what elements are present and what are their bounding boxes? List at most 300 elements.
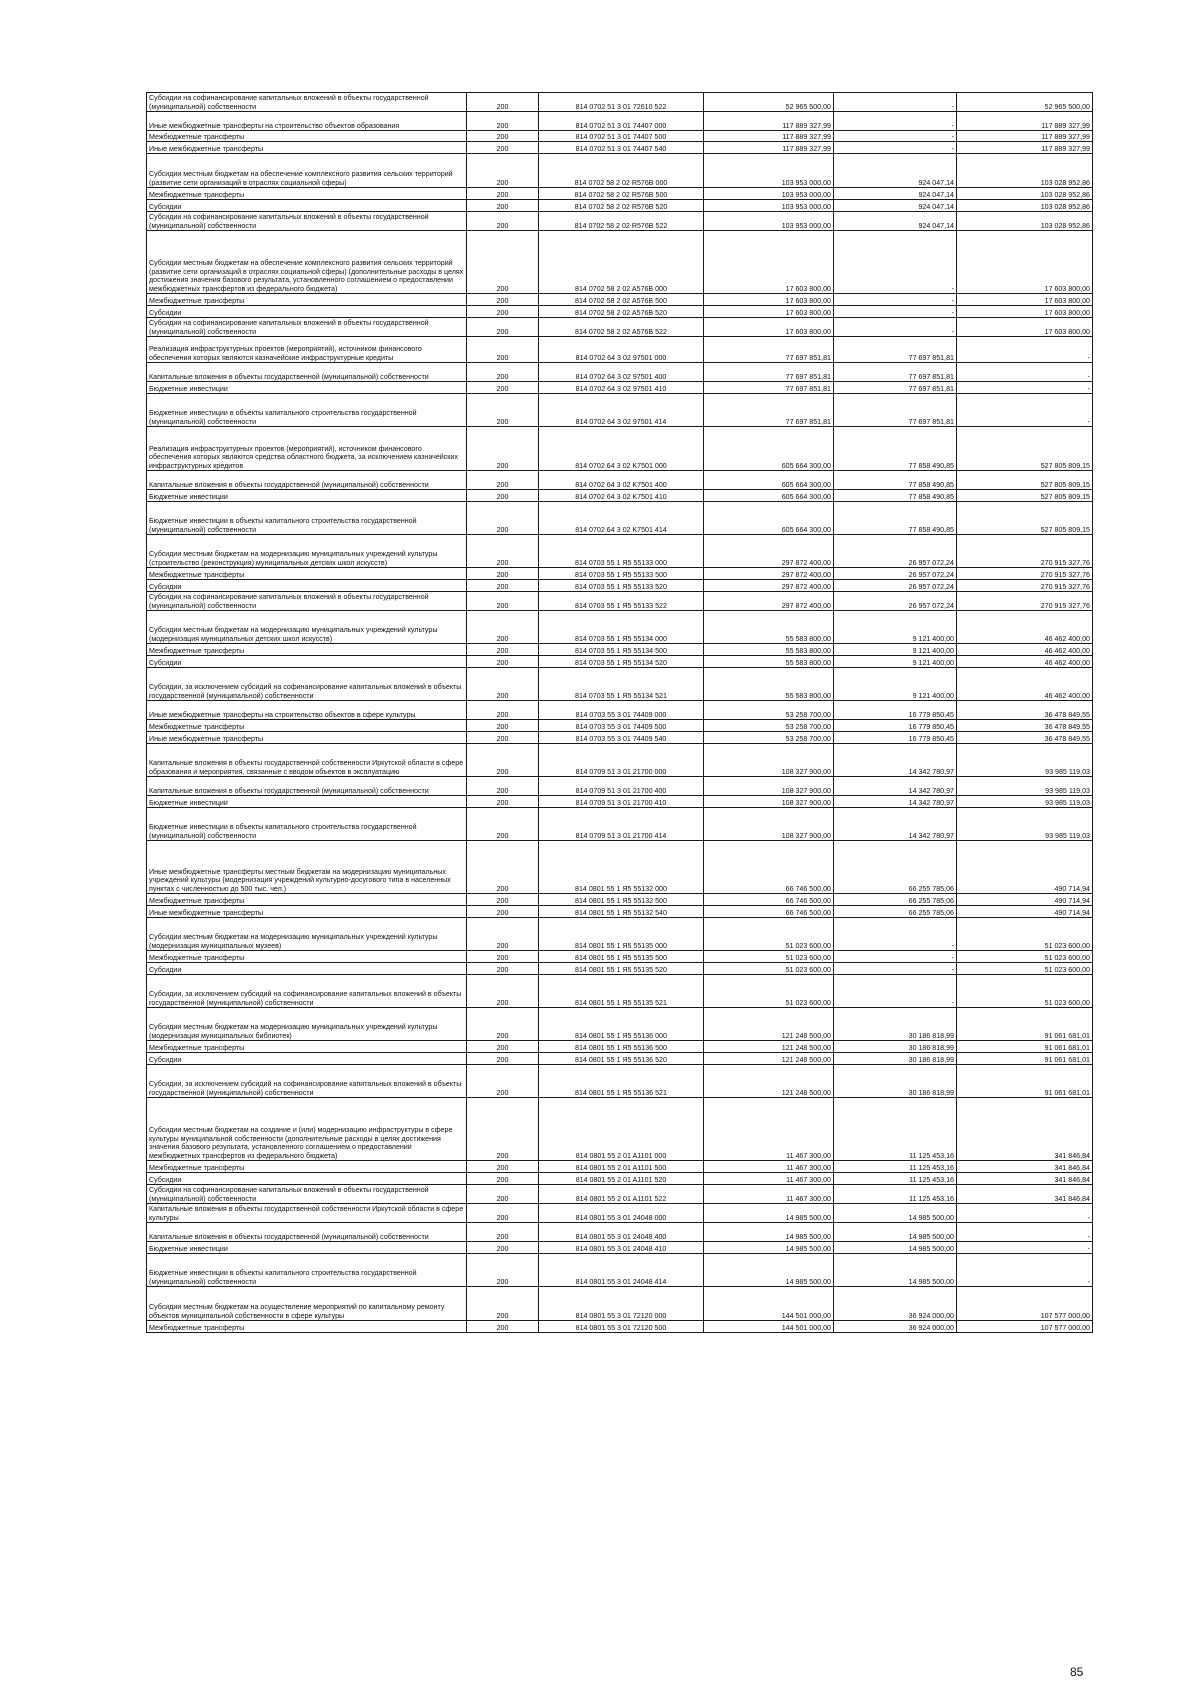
row-unexecuted-amount: 527 805 809,15 — [957, 427, 1093, 471]
row-name: Субсидии местным бюджетам на обеспечение комплексного развития сельских территорий (развитие сети организаций в отраслях социальной сферы) — [147, 154, 467, 188]
table-row — [147, 1065, 1093, 1098]
row-executed-amount: 77 858 490,85 — [834, 502, 957, 535]
row-classification: 814 0801 55 1 Я5 55135 521 — [539, 975, 704, 1008]
row-unexecuted-amount: 107 577 000,00 — [957, 1287, 1093, 1321]
row-code: 200 — [467, 1008, 539, 1041]
row-unexecuted-amount: 103 028 952,86 — [957, 212, 1093, 231]
row-code: 200 — [467, 337, 539, 363]
row-executed-amount: 14 985 500,00 — [834, 1223, 957, 1242]
row-executed-amount: 77 858 490,85 — [834, 490, 957, 502]
row-code: 200 — [467, 1053, 539, 1065]
row-classification: 814 0801 55 2 01 A1101 000 — [539, 1098, 704, 1161]
row-executed-amount: 66 255 785,06 — [834, 841, 957, 894]
row-classification: 814 0801 55 1 Я5 55132 540 — [539, 906, 704, 918]
row-unexecuted-amount: 341 846,84 — [957, 1173, 1093, 1185]
row-code: 200 — [467, 212, 539, 231]
row-code: 200 — [467, 592, 539, 611]
row-approved-amount: 77 697 851,81 — [704, 382, 834, 394]
row-name: Субсидии — [147, 200, 467, 212]
row-executed-amount: 77 858 490,85 — [834, 427, 957, 471]
table-row — [147, 963, 1093, 975]
row-classification: 814 0703 55 3 01 74409 000 — [539, 701, 704, 720]
row-executed-amount: 9 121 400,00 — [834, 656, 957, 668]
row-approved-amount: 66 746 500,00 — [704, 906, 834, 918]
row-approved-amount: 605 664 300,00 — [704, 490, 834, 502]
row-name: Иные межбюджетные трансферты на строительство объектов образования — [147, 112, 467, 131]
row-code: 200 — [467, 1254, 539, 1287]
row-classification: 814 0801 55 1 Я5 55136 520 — [539, 1053, 704, 1065]
row-unexecuted-amount: 51 023 600,00 — [957, 951, 1093, 963]
row-classification: 814 0702 58 2 02 R576B 522 — [539, 212, 704, 231]
row-code: 200 — [467, 720, 539, 732]
row-unexecuted-amount: 17 603 800,00 — [957, 318, 1093, 337]
table-row — [147, 1041, 1093, 1053]
row-executed-amount: - — [834, 142, 957, 154]
row-name: Межбюджетные трансферты — [147, 1161, 467, 1173]
row-code: 200 — [467, 1223, 539, 1242]
table-row — [147, 363, 1093, 382]
row-unexecuted-amount: 91 061 681,01 — [957, 1041, 1093, 1053]
row-classification: 814 0801 55 3 01 24048 414 — [539, 1254, 704, 1287]
table-row — [147, 592, 1093, 611]
row-classification: 814 0702 51 3 01 74407 500 — [539, 131, 704, 142]
row-name: Субсидии, за исключением субсидий на софинансирование капитальных вложений в объекты государственной (муниципальной) собственности — [147, 668, 467, 701]
row-classification: 814 0702 58 2 02 R576B 000 — [539, 154, 704, 188]
row-unexecuted-amount: - — [957, 337, 1093, 363]
row-code: 200 — [467, 231, 539, 294]
table-row — [147, 1173, 1093, 1185]
table-row — [147, 1098, 1093, 1161]
row-classification: 814 0801 55 2 01 A1101 500 — [539, 1161, 704, 1173]
row-unexecuted-amount: 490 714,94 — [957, 906, 1093, 918]
table-row — [147, 154, 1093, 188]
row-unexecuted-amount: 270 915 327,76 — [957, 568, 1093, 580]
row-executed-amount: 14 342 780,97 — [834, 796, 957, 808]
row-unexecuted-amount: 117 889 327,99 — [957, 112, 1093, 131]
row-name: Субсидии — [147, 306, 467, 318]
row-executed-amount: 36 924 000,00 — [834, 1321, 957, 1333]
row-name: Субсидии местным бюджетам на создание и (или) модернизацию инфраструктуры в сфере культуры муниципальной собственности (дополнительные расходы в целях достижения значения базового результата, установленного соглашением о предоставлении межбюджетных трансфертов из федерального бюджета) — [147, 1098, 467, 1161]
table-row — [147, 212, 1093, 231]
row-name: Субсидии — [147, 1053, 467, 1065]
table-body — [147, 93, 1093, 1333]
row-unexecuted-amount: 91 061 681,01 — [957, 1008, 1093, 1041]
row-classification: 814 0702 58 2 02 R576B 500 — [539, 188, 704, 200]
row-code: 200 — [467, 963, 539, 975]
row-classification: 814 0702 64 3 02 K7501 000 — [539, 427, 704, 471]
table-row — [147, 142, 1093, 154]
row-classification: 814 0703 55 1 Я5 55133 522 — [539, 592, 704, 611]
table-row — [147, 841, 1093, 894]
table-row — [147, 951, 1093, 963]
row-executed-amount: 36 924 000,00 — [834, 1287, 957, 1321]
row-approved-amount: 121 248 500,00 — [704, 1008, 834, 1041]
row-executed-amount: - — [834, 294, 957, 306]
table-row — [147, 231, 1093, 294]
row-classification: 814 0702 64 3 02 97501 410 — [539, 382, 704, 394]
table-row — [147, 1242, 1093, 1254]
row-name: Реализация инфраструктурных проектов (мероприятий), источником финансового обеспечения которых являются казначейские инфраструктурные кредиты — [147, 337, 467, 363]
row-code: 200 — [467, 580, 539, 592]
row-unexecuted-amount: 103 028 952,86 — [957, 154, 1093, 188]
table-row — [147, 535, 1093, 568]
row-approved-amount: 297 872 400,00 — [704, 568, 834, 580]
row-approved-amount: 77 697 851,81 — [704, 363, 834, 382]
row-name: Капитальные вложения в объекты государственной (муниципальной) собственности — [147, 471, 467, 490]
row-approved-amount: 53 258 700,00 — [704, 720, 834, 732]
budget-execution-table — [146, 92, 1093, 1333]
row-name: Субсидии — [147, 1173, 467, 1185]
row-code: 200 — [467, 93, 539, 112]
row-unexecuted-amount: - — [957, 363, 1093, 382]
row-code: 200 — [467, 471, 539, 490]
row-approved-amount: 108 327 900,00 — [704, 777, 834, 796]
table-row — [147, 744, 1093, 777]
row-name: Бюджетные инвестиции — [147, 490, 467, 502]
row-classification: 814 0703 55 3 01 74409 540 — [539, 732, 704, 744]
row-unexecuted-amount: 91 061 681,01 — [957, 1065, 1093, 1098]
row-unexecuted-amount: 490 714,94 — [957, 894, 1093, 906]
row-name: Субсидии местным бюджетам на модернизацию муниципальных учреждений культуры (модернизация муниципальных детских школ искусств) — [147, 611, 467, 644]
row-unexecuted-amount: 527 805 809,15 — [957, 490, 1093, 502]
row-name: Субсидии на софинансирование капитальных вложений в объекты государственной (муниципальной) собственности — [147, 318, 467, 337]
row-unexecuted-amount: 93 985 119,03 — [957, 796, 1093, 808]
table-row — [147, 656, 1093, 668]
table-row — [147, 490, 1093, 502]
row-classification: 814 0703 55 1 Я5 55134 520 — [539, 656, 704, 668]
table-row — [147, 644, 1093, 656]
row-classification: 814 0801 55 1 Я5 55136 000 — [539, 1008, 704, 1041]
row-executed-amount: 26 957 072,24 — [834, 592, 957, 611]
row-code: 200 — [467, 394, 539, 427]
row-classification: 814 0709 51 3 01 21700 414 — [539, 808, 704, 841]
table-row — [147, 471, 1093, 490]
row-classification: 814 0801 55 2 01 A1101 522 — [539, 1185, 704, 1204]
row-code: 200 — [467, 1204, 539, 1223]
row-approved-amount: 55 583 800,00 — [704, 611, 834, 644]
row-classification: 814 0702 58 2 02 R576B 520 — [539, 200, 704, 212]
row-classification: 814 0702 64 3 02 97501 400 — [539, 363, 704, 382]
table-row — [147, 975, 1093, 1008]
row-unexecuted-amount: - — [957, 382, 1093, 394]
row-name: Межбюджетные трансферты — [147, 568, 467, 580]
row-approved-amount: 51 023 600,00 — [704, 951, 834, 963]
row-executed-amount: 9 121 400,00 — [834, 668, 957, 701]
row-code: 200 — [467, 975, 539, 1008]
row-code: 200 — [467, 796, 539, 808]
row-name: Субсидии, за исключением субсидий на софинансирование капитальных вложений в объекты государственной (муниципальной) собственности — [147, 1065, 467, 1098]
row-classification: 814 0702 51 3 01 72610 522 — [539, 93, 704, 112]
row-name: Бюджетные инвестиции в объекты капитального строительства государственной (муниципальной) собственности — [147, 502, 467, 535]
row-unexecuted-amount: 46 462 400,00 — [957, 644, 1093, 656]
row-classification: 814 0703 55 1 Я5 55134 521 — [539, 668, 704, 701]
row-name: Субсидии на софинансирование капитальных вложений в объекты государственной (муниципальной) собственности — [147, 592, 467, 611]
table-row — [147, 131, 1093, 142]
table-row — [147, 427, 1093, 471]
row-name: Капитальные вложения в объекты государственной (муниципальной) собственности — [147, 777, 467, 796]
row-executed-amount: - — [834, 131, 957, 142]
row-approved-amount: 605 664 300,00 — [704, 471, 834, 490]
row-unexecuted-amount: 341 846,84 — [957, 1185, 1093, 1204]
row-approved-amount: 605 664 300,00 — [704, 427, 834, 471]
row-executed-amount: 14 342 780,97 — [834, 777, 957, 796]
row-approved-amount: 297 872 400,00 — [704, 535, 834, 568]
row-classification: 814 0703 55 3 01 74409 500 — [539, 720, 704, 732]
table-row — [147, 1287, 1093, 1321]
row-unexecuted-amount: 52 965 500,00 — [957, 93, 1093, 112]
row-executed-amount: 14 985 500,00 — [834, 1242, 957, 1254]
row-approved-amount: 11 467 300,00 — [704, 1098, 834, 1161]
row-name: Межбюджетные трансферты — [147, 131, 467, 142]
row-name: Субсидии — [147, 963, 467, 975]
row-name: Капитальные вложения в объекты государственной (муниципальной) собственности — [147, 1223, 467, 1242]
page-number: 85 — [1070, 1665, 1084, 1679]
row-executed-amount: 16 779 850,45 — [834, 701, 957, 720]
table-row — [147, 1321, 1093, 1333]
row-executed-amount: 26 957 072,24 — [834, 568, 957, 580]
table-row — [147, 894, 1093, 906]
row-classification: 814 0801 55 1 Я5 55136 500 — [539, 1041, 704, 1053]
row-executed-amount: 26 957 072,24 — [834, 535, 957, 568]
row-approved-amount: 14 985 500,00 — [704, 1204, 834, 1223]
row-approved-amount: 103 953 000,00 — [704, 212, 834, 231]
row-approved-amount: 77 697 851,81 — [704, 394, 834, 427]
row-approved-amount: 11 467 300,00 — [704, 1173, 834, 1185]
row-classification: 814 0703 55 1 Я5 55134 000 — [539, 611, 704, 644]
row-classification: 814 0703 55 1 Я5 55134 500 — [539, 644, 704, 656]
table-row — [147, 580, 1093, 592]
table-row — [147, 1185, 1093, 1204]
row-approved-amount: 117 889 327,99 — [704, 112, 834, 131]
row-approved-amount: 108 327 900,00 — [704, 744, 834, 777]
row-code: 200 — [467, 188, 539, 200]
row-classification: 814 0702 64 3 02 K7501 400 — [539, 471, 704, 490]
row-name: Субсидии на софинансирование капитальных вложений в объекты государственной (муниципальной) собственности — [147, 93, 467, 112]
row-executed-amount: 16 779 850,45 — [834, 720, 957, 732]
row-code: 200 — [467, 1065, 539, 1098]
row-classification: 814 0702 58 2 02 A576B 520 — [539, 306, 704, 318]
row-unexecuted-amount: 117 889 327,99 — [957, 131, 1093, 142]
row-unexecuted-amount: 91 061 681,01 — [957, 1053, 1093, 1065]
row-unexecuted-amount: - — [957, 1204, 1093, 1223]
row-approved-amount: 14 985 500,00 — [704, 1254, 834, 1287]
table-row — [147, 1223, 1093, 1242]
row-code: 200 — [467, 306, 539, 318]
row-approved-amount: 55 583 800,00 — [704, 656, 834, 668]
row-executed-amount: - — [834, 306, 957, 318]
row-name: Иные межбюджетные трансферты — [147, 906, 467, 918]
row-name: Межбюджетные трансферты — [147, 644, 467, 656]
table-row — [147, 668, 1093, 701]
row-approved-amount: 66 746 500,00 — [704, 841, 834, 894]
row-approved-amount: 11 467 300,00 — [704, 1185, 834, 1204]
row-approved-amount: 103 953 000,00 — [704, 154, 834, 188]
table-row — [147, 732, 1093, 744]
row-approved-amount: 51 023 600,00 — [704, 918, 834, 951]
row-executed-amount: - — [834, 975, 957, 1008]
row-executed-amount: 30 186 818,99 — [834, 1065, 957, 1098]
row-name: Межбюджетные трансферты — [147, 1321, 467, 1333]
row-unexecuted-amount: 270 915 327,76 — [957, 592, 1093, 611]
row-code: 200 — [467, 656, 539, 668]
row-unexecuted-amount: - — [957, 1242, 1093, 1254]
row-executed-amount: 924 047,14 — [834, 200, 957, 212]
row-code: 200 — [467, 427, 539, 471]
table-row — [147, 294, 1093, 306]
row-executed-amount: - — [834, 231, 957, 294]
row-name: Межбюджетные трансферты — [147, 951, 467, 963]
row-code: 200 — [467, 906, 539, 918]
row-executed-amount: 30 186 818,99 — [834, 1053, 957, 1065]
table-row — [147, 1204, 1093, 1223]
row-name: Бюджетные инвестиции в объекты капитального строительства государственной (муниципальной) собственности — [147, 1254, 467, 1287]
row-classification: 814 0801 55 3 01 24048 400 — [539, 1223, 704, 1242]
row-executed-amount: 924 047,14 — [834, 212, 957, 231]
row-unexecuted-amount: 117 889 327,99 — [957, 142, 1093, 154]
row-executed-amount: 14 342 780,97 — [834, 808, 957, 841]
table-row — [147, 568, 1093, 580]
row-approved-amount: 297 872 400,00 — [704, 592, 834, 611]
row-approved-amount: 14 985 500,00 — [704, 1242, 834, 1254]
row-classification: 814 0801 55 3 01 72120 000 — [539, 1287, 704, 1321]
row-executed-amount: 77 697 851,81 — [834, 394, 957, 427]
row-executed-amount: 77 697 851,81 — [834, 382, 957, 394]
row-classification: 814 0709 51 3 01 21700 410 — [539, 796, 704, 808]
row-name: Капитальные вложения в объекты государственной собственности Иркутской области в сфере культуры — [147, 1204, 467, 1223]
table-row — [147, 777, 1093, 796]
row-unexecuted-amount: 103 028 952,86 — [957, 188, 1093, 200]
row-name: Межбюджетные трансферты — [147, 894, 467, 906]
row-code: 200 — [467, 363, 539, 382]
row-name: Иные межбюджетные трансферты — [147, 732, 467, 744]
row-executed-amount: 30 186 818,99 — [834, 1008, 957, 1041]
row-code: 200 — [467, 1287, 539, 1321]
row-name: Субсидии местным бюджетам на модернизацию муниципальных учреждений культуры (модернизация муниципальных библиотек) — [147, 1008, 467, 1041]
row-classification: 814 0801 55 1 Я5 55132 500 — [539, 894, 704, 906]
row-name: Субсидии на софинансирование капитальных вложений в объекты государственной (муниципальной) собственности — [147, 1185, 467, 1204]
row-approved-amount: 51 023 600,00 — [704, 963, 834, 975]
row-code: 200 — [467, 112, 539, 131]
row-code: 200 — [467, 1041, 539, 1053]
row-executed-amount: 77 697 851,81 — [834, 337, 957, 363]
row-classification: 814 0801 55 2 01 A1101 520 — [539, 1173, 704, 1185]
row-executed-amount: 66 255 785,06 — [834, 906, 957, 918]
row-unexecuted-amount: - — [957, 1254, 1093, 1287]
table-row — [147, 394, 1093, 427]
row-name: Субсидии местным бюджетам на обеспечение комплексного развития сельских территорий (развитие сети организаций в отраслях социальной сферы) (дополнительные расходы в целях достижения значения базового результата, установленного соглашением о предоставлении межбюджетных трансфертов из федерального бюджета) — [147, 231, 467, 294]
row-unexecuted-amount: 490 714,94 — [957, 841, 1093, 894]
table-row — [147, 382, 1093, 394]
row-classification: 814 0703 55 1 Я5 55133 500 — [539, 568, 704, 580]
row-unexecuted-amount: 527 805 809,15 — [957, 502, 1093, 535]
row-classification: 814 0703 55 1 Я5 55133 520 — [539, 580, 704, 592]
row-classification: 814 0709 51 3 01 21700 000 — [539, 744, 704, 777]
row-approved-amount: 121 248 500,00 — [704, 1053, 834, 1065]
row-classification: 814 0801 55 1 Я5 55132 000 — [539, 841, 704, 894]
row-name: Субсидии, за исключением субсидий на софинансирование капитальных вложений в объекты государственной (муниципальной) собственности — [147, 975, 467, 1008]
row-executed-amount: 66 255 785,06 — [834, 894, 957, 906]
row-name: Реализация инфраструктурных проектов (мероприятий), источником финансового обеспечения которых являются средства областного бюджета, за исключением казначейских инфраструктурных кредитов — [147, 427, 467, 471]
row-code: 200 — [467, 200, 539, 212]
row-classification: 814 0801 55 1 Я5 55135 500 — [539, 951, 704, 963]
row-code: 200 — [467, 777, 539, 796]
row-unexecuted-amount: 17 603 800,00 — [957, 294, 1093, 306]
table-row — [147, 188, 1093, 200]
row-code: 200 — [467, 951, 539, 963]
row-approved-amount: 17 603 800,00 — [704, 294, 834, 306]
row-code: 200 — [467, 808, 539, 841]
row-classification: 814 0801 55 1 Я5 55135 520 — [539, 963, 704, 975]
row-code: 200 — [467, 744, 539, 777]
row-code: 200 — [467, 568, 539, 580]
row-unexecuted-amount: 270 915 327,76 — [957, 535, 1093, 568]
table-row — [147, 306, 1093, 318]
row-classification: 814 0709 51 3 01 21700 400 — [539, 777, 704, 796]
row-approved-amount: 55 583 800,00 — [704, 644, 834, 656]
row-unexecuted-amount: 51 023 600,00 — [957, 963, 1093, 975]
row-executed-amount: 26 957 072,24 — [834, 580, 957, 592]
row-code: 200 — [467, 668, 539, 701]
row-code: 200 — [467, 502, 539, 535]
row-name: Межбюджетные трансферты — [147, 188, 467, 200]
row-executed-amount: - — [834, 951, 957, 963]
row-classification: 814 0801 55 3 01 24048 000 — [539, 1204, 704, 1223]
row-unexecuted-amount: 103 028 952,86 — [957, 200, 1093, 212]
row-classification: 814 0703 55 1 Я5 55133 000 — [539, 535, 704, 568]
row-executed-amount: 14 985 500,00 — [834, 1254, 957, 1287]
row-name: Иные межбюджетные трансферты на строительство объектов в сфере культуры — [147, 701, 467, 720]
table-row — [147, 502, 1093, 535]
row-approved-amount: 108 327 900,00 — [704, 808, 834, 841]
row-approved-amount: 117 889 327,99 — [704, 142, 834, 154]
row-executed-amount: 14 342 780,97 — [834, 744, 957, 777]
row-unexecuted-amount: 46 462 400,00 — [957, 656, 1093, 668]
row-executed-amount: 11 125 453,16 — [834, 1185, 957, 1204]
row-executed-amount: 9 121 400,00 — [834, 644, 957, 656]
table-row — [147, 112, 1093, 131]
row-executed-amount: 924 047,14 — [834, 154, 957, 188]
row-name: Бюджетные инвестиции в объекты капитального строительства государственной (муниципальной) собственности — [147, 808, 467, 841]
row-unexecuted-amount: 93 985 119,03 — [957, 777, 1093, 796]
row-executed-amount: - — [834, 918, 957, 951]
row-approved-amount: 121 248 500,00 — [704, 1041, 834, 1053]
table-row — [147, 918, 1093, 951]
row-name: Капитальные вложения в объекты государственной (муниципальной) собственности — [147, 363, 467, 382]
row-code: 200 — [467, 1242, 539, 1254]
row-executed-amount: - — [834, 93, 957, 112]
table-row — [147, 720, 1093, 732]
row-unexecuted-amount: 36 478 849,55 — [957, 701, 1093, 720]
row-approved-amount: 55 583 800,00 — [704, 668, 834, 701]
row-code: 200 — [467, 1098, 539, 1161]
row-approved-amount: 117 889 327,99 — [704, 131, 834, 142]
row-classification: 814 0801 55 3 01 72120 500 — [539, 1321, 704, 1333]
row-executed-amount: 11 125 453,16 — [834, 1173, 957, 1185]
row-executed-amount: 924 047,14 — [834, 188, 957, 200]
row-code: 200 — [467, 382, 539, 394]
row-executed-amount: 16 779 850,45 — [834, 732, 957, 744]
row-name: Иные межбюджетные трансферты — [147, 142, 467, 154]
table-row — [147, 796, 1093, 808]
row-name: Субсидии на софинансирование капитальных вложений в объекты государственной (муниципальной) собственности — [147, 212, 467, 231]
row-code: 200 — [467, 318, 539, 337]
table-row — [147, 1053, 1093, 1065]
table-row — [147, 200, 1093, 212]
row-approved-amount: 17 603 800,00 — [704, 306, 834, 318]
row-unexecuted-amount: 527 805 809,15 — [957, 471, 1093, 490]
row-name: Межбюджетные трансферты — [147, 720, 467, 732]
row-classification: 814 0702 64 3 02 97501 414 — [539, 394, 704, 427]
